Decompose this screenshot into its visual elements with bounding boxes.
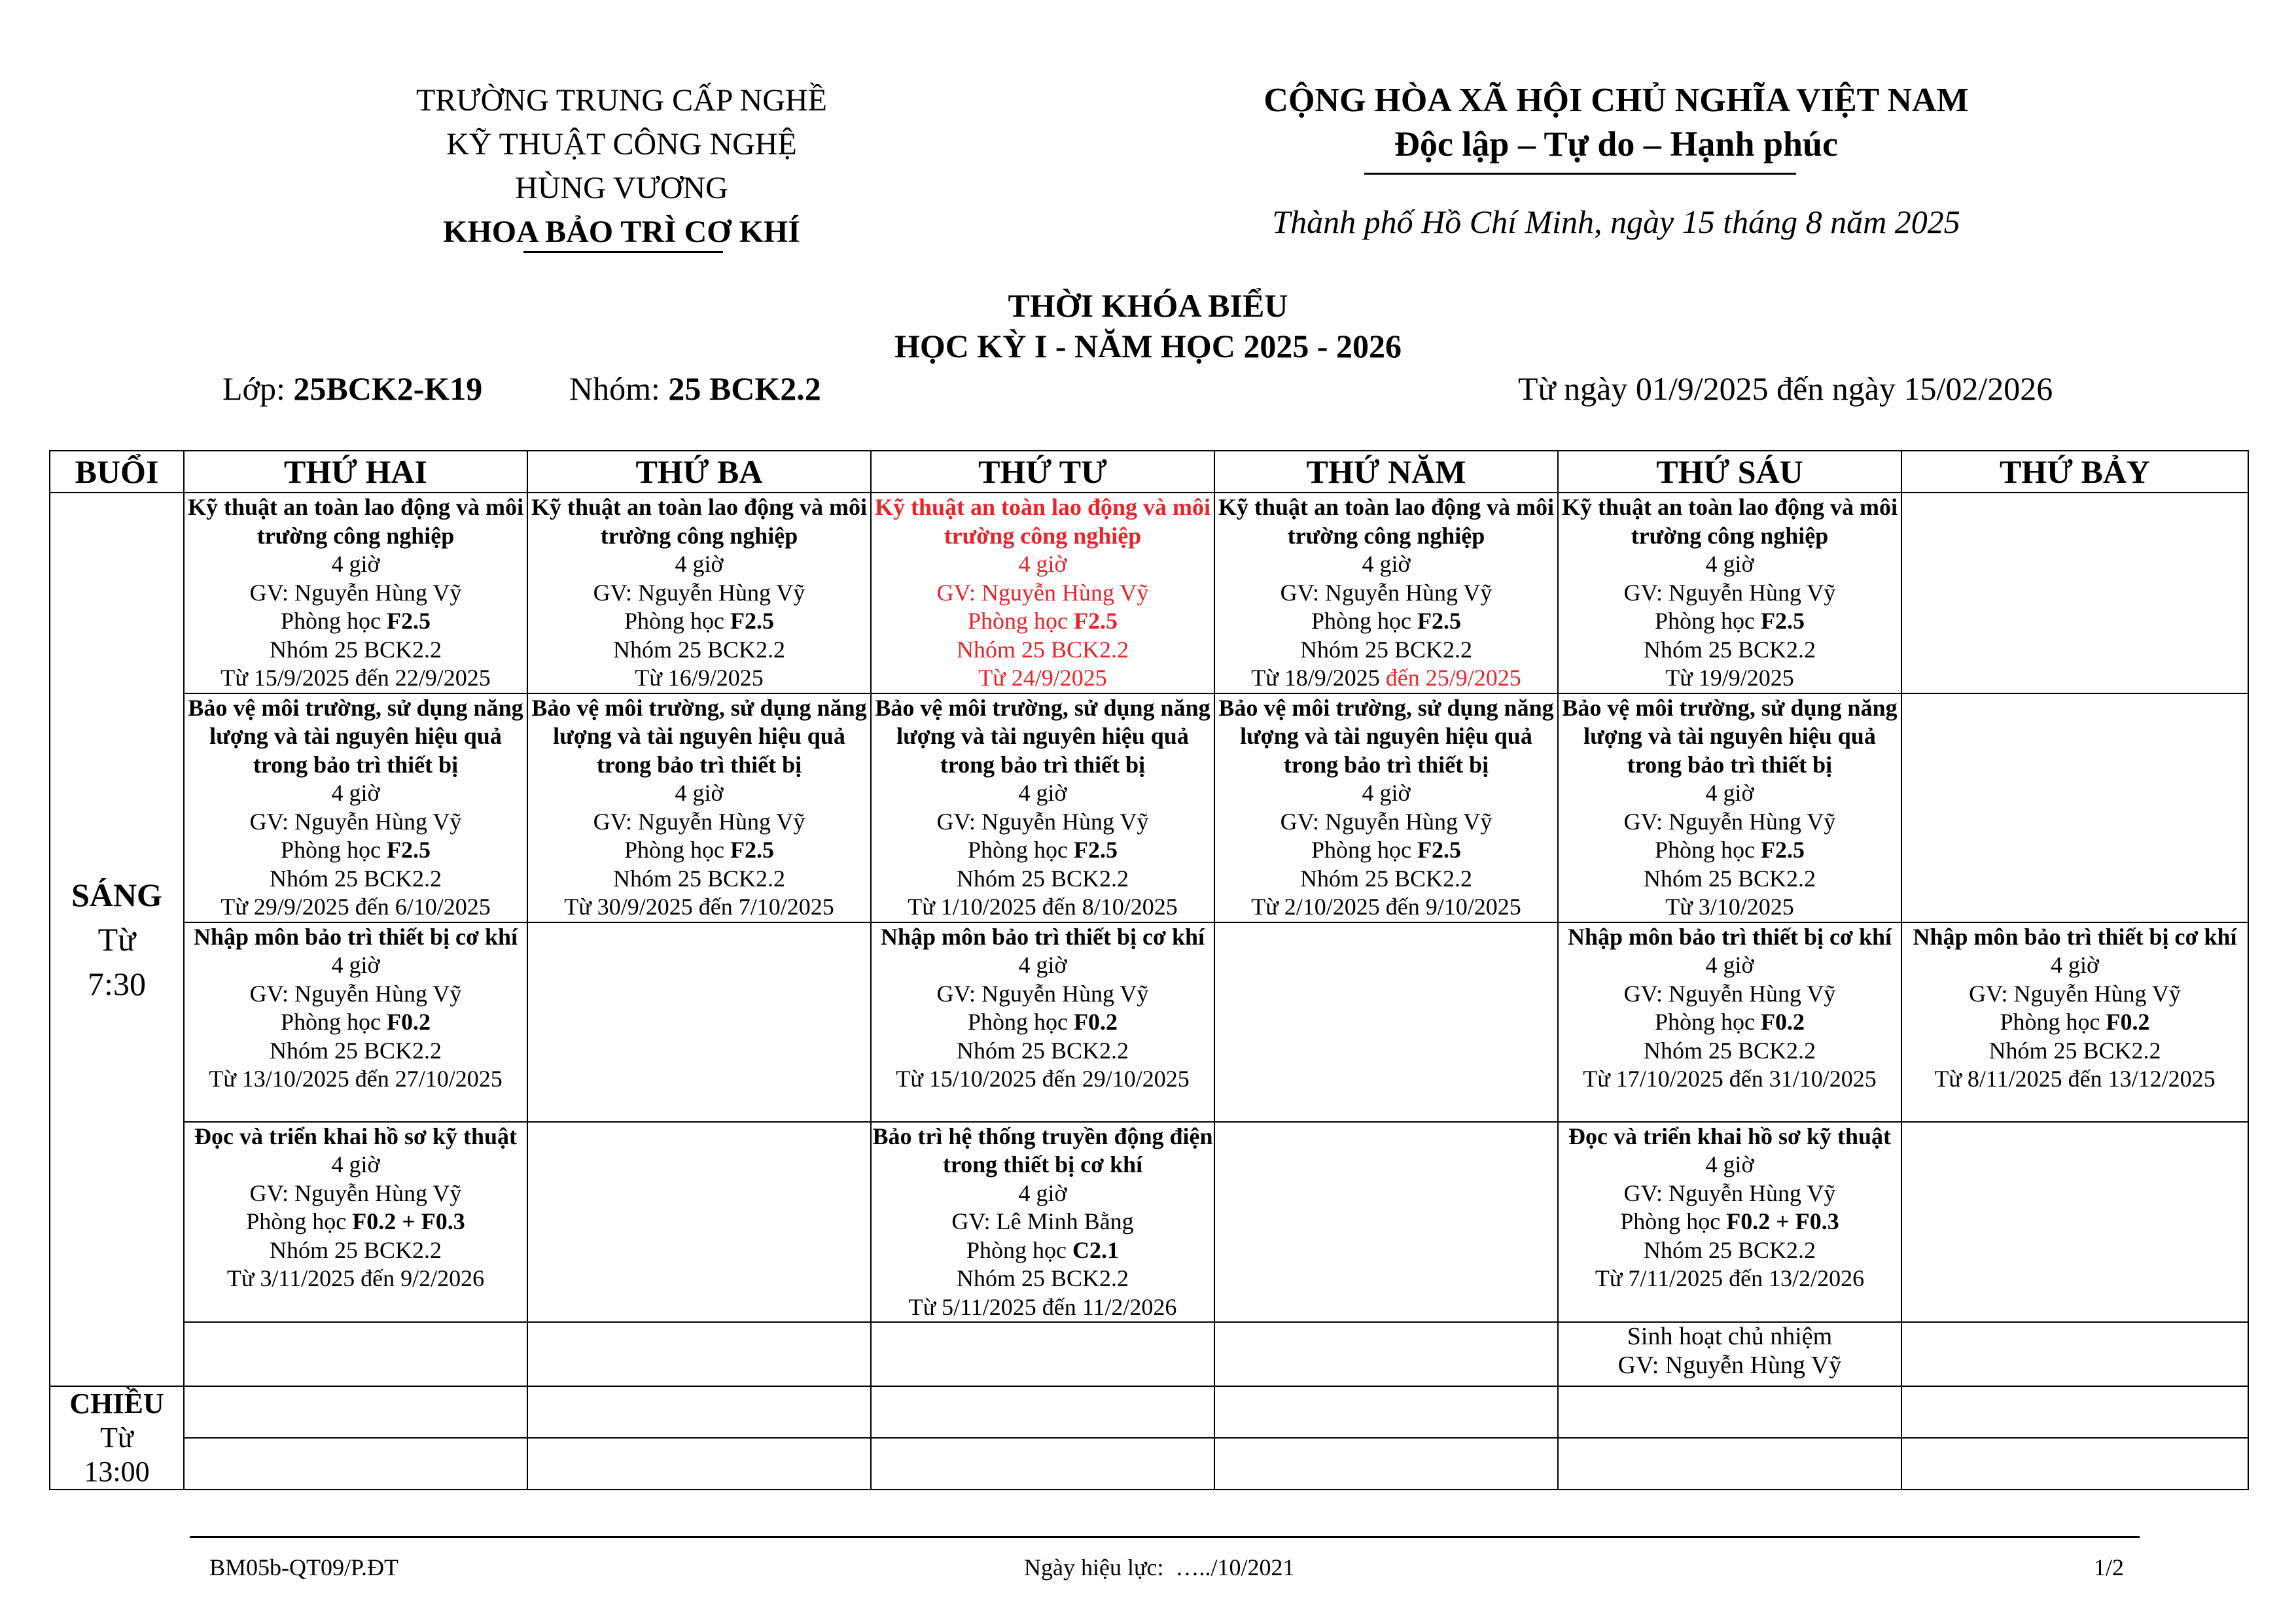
empty-cell-monday	[184, 1386, 527, 1438]
subject-title: Bảo vệ môi trường, sử dụng năng lượng và tài nguyên hiệu quả trong bảo trì thiết bị	[531, 694, 867, 778]
room-code: F0.2 + F0.3	[1726, 1208, 1839, 1234]
teacher: GV: Nguyễn Hùng Vỹ	[249, 1179, 462, 1206]
room	[1559, 1208, 1901, 1236]
homeroom-title: Sinh hoạt chủ nhiệm	[1627, 1323, 1833, 1350]
school-name-line2: KỸ THUẬT CÔNG NGHỆ	[446, 127, 797, 162]
date-range: Từ 8/11/2025 đến 13/12/2025	[1934, 1066, 2216, 1092]
empty-cell-friday	[1558, 1386, 1901, 1438]
hours: 4 giờ	[331, 551, 380, 577]
class-cell-monday	[184, 693, 527, 922]
room	[185, 1208, 527, 1236]
room	[1559, 1008, 1901, 1037]
teacher: GV: Nguyễn Hùng Vỹ	[1623, 579, 1836, 606]
empty-cell-tuesday	[527, 922, 871, 1122]
class-cell-friday	[1558, 922, 1901, 1122]
subject-title: Kỹ thuật an toàn lao động và môi trường công nghiệp	[531, 494, 868, 549]
room	[528, 836, 870, 865]
class-cell-monday	[184, 493, 527, 693]
empty-cell-saturday	[1901, 1122, 2248, 1323]
date-range: Từ 2/10/2025 đến 9/10/2025	[1251, 894, 1521, 920]
hours: 4 giờ	[1018, 780, 1067, 806]
empty-cell-wednesday	[871, 1322, 1214, 1386]
room-label: Phòng học	[624, 608, 724, 634]
hours: 4 giờ	[1018, 1179, 1067, 1206]
subject-title: Bảo vệ môi trường, sử dụng năng lượng và tài nguyên hiệu quả trong bảo trì thiết bị	[1218, 694, 1554, 778]
table-row	[50, 922, 2248, 1122]
national-header	[1191, 79, 2041, 166]
col-header-tuesday: THỨ BA	[527, 451, 871, 493]
morning-label: SÁNG	[71, 877, 162, 913]
teacher: GV: Nguyễn Hùng Vỹ	[936, 808, 1149, 835]
school-name-line3: HÙNG VƯƠNG	[515, 171, 728, 205]
room	[872, 836, 1214, 865]
group: Nhóm 25 BCK2.2	[1299, 636, 1473, 663]
hours: 4 giờ	[675, 780, 724, 806]
motto: Độc lập – Tự do – Hạnh phúc	[1394, 124, 1839, 164]
teacher: GV: Nguyễn Hùng Vỹ	[249, 980, 462, 1007]
teacher: GV: Nguyễn Hùng Vỹ	[249, 579, 462, 606]
group-info	[569, 370, 821, 408]
class-cell-tuesday	[527, 693, 871, 922]
table-row	[50, 1438, 2248, 1490]
empty-cell-thursday	[1214, 1322, 1558, 1386]
date-range: Từ 15/9/2025 đến 22/9/2025	[221, 665, 491, 691]
class-cell-thursday	[1214, 493, 1558, 693]
school-header	[327, 79, 916, 254]
class-value: 25BCK2-K19	[293, 370, 483, 407]
morning-session-cell	[50, 493, 184, 1386]
footer-divider	[190, 1536, 2140, 1538]
date-range: Từ 19/9/2025	[1665, 665, 1794, 691]
teacher: GV: Nguyễn Hùng Vỹ	[1969, 980, 2181, 1007]
date-range: Từ 3/10/2025	[1665, 894, 1794, 920]
room	[1215, 607, 1557, 636]
date-range: Từ 17/10/2025 đến 31/10/2025	[1583, 1066, 1877, 1092]
teacher: GV: Nguyễn Hùng Vỹ	[936, 579, 1149, 606]
col-header-friday: THỨ SÁU	[1558, 451, 1901, 493]
class-cell-saturday	[1901, 922, 2248, 1122]
empty-cell-thursday	[1214, 1386, 1558, 1438]
empty-cell-tuesday	[527, 1122, 871, 1323]
room-code: F2.5	[1417, 837, 1461, 863]
timetable	[49, 450, 2249, 1490]
date-range: Từ 5/11/2025 đến 11/2/2026	[908, 1293, 1177, 1320]
hours: 4 giờ	[1362, 780, 1411, 806]
republic-title: CỘNG HÒA XÃ HỘI CHỦ NGHĨA VIỆT NAM	[1263, 82, 1969, 119]
class-info	[222, 370, 482, 408]
group: Nhóm 25 BCK2.2	[269, 1037, 442, 1064]
empty-cell-wednesday	[871, 1438, 1214, 1490]
date-range: Từ 1/10/2025 đến 8/10/2025	[908, 894, 1178, 920]
room-label: Phòng học	[1620, 1208, 1721, 1234]
hours: 4 giờ	[331, 780, 380, 806]
room-label: Phòng học	[1655, 1009, 1755, 1035]
class-cell-wednesday	[871, 922, 1214, 1122]
group: Nhóm 25 BCK2.2	[956, 1037, 1129, 1064]
date-range: Từ 16/9/2025	[635, 665, 764, 691]
department-underline	[523, 251, 723, 253]
room-code: F2.5	[730, 837, 774, 863]
room-label: Phòng học	[1311, 608, 1411, 634]
subject-title: Kỹ thuật an toàn lao động và môi trường công nghiệp	[1218, 494, 1555, 549]
hours: 4 giờ	[675, 551, 724, 577]
subject-title: Bảo vệ môi trường, sử dụng năng lượng và tài nguyên hiệu quả trong bảo trì thiết bị	[875, 694, 1210, 778]
room-label: Phòng học	[281, 837, 381, 863]
hours: 4 giờ	[1018, 952, 1067, 978]
room	[872, 1008, 1214, 1037]
group: Nhóm 25 BCK2.2	[269, 1236, 442, 1263]
room-label: Phòng học	[2000, 1009, 2100, 1035]
empty-cell-thursday	[1214, 1122, 1558, 1323]
group-value: 25 BCK2.2	[668, 370, 821, 407]
room-label: Phòng học	[968, 1009, 1068, 1035]
teacher: GV: Nguyễn Hùng Vỹ	[936, 980, 1149, 1007]
homeroom-teacher: GV: Nguyễn Hùng Vỹ	[1617, 1351, 1842, 1379]
room-code: F0.2 + F0.3	[352, 1208, 465, 1234]
room	[1215, 836, 1557, 865]
room	[185, 836, 527, 865]
motto-underline	[1364, 173, 1796, 175]
room-code: F0.2	[2106, 1009, 2150, 1035]
date-range: Từ 30/9/2025 đến 7/10/2025	[564, 894, 834, 920]
subject-title: Kỹ thuật an toàn lao động và môi trường công nghiệp	[874, 494, 1211, 549]
page-number: 1/2	[2094, 1554, 2125, 1580]
empty-cell-monday	[184, 1322, 527, 1386]
date-end-highlighted: đến 25/9/2025	[1385, 665, 1521, 691]
teacher: GV: Nguyễn Hùng Vỹ	[1623, 808, 1836, 835]
date-range: Từ 15/10/2025 đến 29/10/2025	[896, 1066, 1190, 1092]
subject-title: Nhập môn bảo trì thiết bị cơ khí	[194, 923, 518, 950]
room	[185, 1008, 527, 1037]
empty-cell-saturday	[1901, 693, 2248, 922]
room	[872, 607, 1214, 636]
teacher: GV: Nguyễn Hùng Vỹ	[1280, 579, 1492, 606]
teacher: GV: Nguyễn Hùng Vỹ	[1623, 1179, 1836, 1206]
empty-cell-thursday	[1214, 1438, 1558, 1490]
header-row	[50, 451, 2248, 493]
group: Nhóm 25 BCK2.2	[269, 865, 442, 892]
room-label: Phòng học	[1311, 837, 1411, 863]
hours: 4 giờ	[331, 952, 380, 978]
group: Nhóm 25 BCK2.2	[956, 636, 1129, 663]
school-name-line1: TRƯỜNG TRUNG CẤP NGHỀ	[416, 83, 827, 118]
subject-title: Nhập môn bảo trì thiết bị cơ khí	[1913, 923, 2237, 950]
room	[185, 607, 527, 636]
hours: 4 giờ	[1018, 551, 1067, 577]
class-cell-friday	[1558, 493, 1901, 693]
date-start: Từ 18/9/2025	[1251, 665, 1380, 691]
room-code: F2.5	[1761, 837, 1805, 863]
homeroom-cell-friday	[1558, 1322, 1901, 1386]
form-code: BM05b-QT09/P.ĐT	[209, 1554, 399, 1580]
room-label: Phòng học	[624, 837, 724, 863]
empty-cell-saturday	[1901, 1438, 2248, 1490]
subject-title: Nhập môn bảo trì thiết bị cơ khí	[881, 923, 1205, 950]
room-label: Phòng học	[246, 1208, 347, 1234]
date-range: Từ 13/10/2025 đến 27/10/2025	[209, 1066, 503, 1092]
room-code: F0.2	[1761, 1009, 1805, 1035]
document-title: THỜI KHÓA BIỂU	[1008, 287, 1288, 324]
empty-cell-friday	[1558, 1438, 1901, 1490]
table-row	[50, 693, 2248, 922]
empty-cell-monday	[184, 1438, 527, 1490]
room-code: C2.1	[1072, 1236, 1119, 1263]
table-row	[50, 1386, 2248, 1438]
room	[1902, 1008, 2248, 1037]
empty-cell-saturday	[1901, 493, 2248, 693]
group: Nhóm 25 BCK2.2	[269, 636, 442, 663]
room-code: F2.5	[1761, 608, 1805, 634]
room-label: Phòng học	[281, 608, 381, 634]
schedule-period: Từ ngày 01/9/2025 đến ngày 15/02/2026	[1518, 370, 2053, 407]
teacher: GV: Nguyễn Hùng Vỹ	[1623, 980, 1836, 1007]
subject-title: Bảo vệ môi trường, sử dụng năng lượng và tài nguyên hiệu quả trong bảo trì thiết bị	[1562, 694, 1898, 778]
room-code: F2.5	[1074, 837, 1118, 863]
subject-title: Đọc và triển khai hồ sơ kỹ thuật	[1568, 1123, 1891, 1149]
hours: 4 giờ	[1705, 780, 1754, 806]
teacher: GV: Nguyễn Hùng Vỹ	[593, 808, 805, 835]
col-header-saturday: THỨ BẢY	[1901, 451, 2248, 493]
class-cell-wednesday	[871, 1122, 1214, 1323]
col-header-thursday: THỨ NĂM	[1214, 451, 1558, 493]
effective-date: Ngày hiệu lực: …../10/2021	[1024, 1554, 1295, 1580]
class-cell-friday	[1558, 693, 1901, 922]
group: Nhóm 25 BCK2.2	[1988, 1037, 2161, 1064]
subject-title: Kỹ thuật an toàn lao động và môi trường công nghiệp	[187, 494, 524, 549]
subject-title: Bảo trì hệ thống truyền động điện trong thiết bị cơ khí	[872, 1123, 1213, 1178]
room-label: Phòng học	[1655, 608, 1755, 634]
teacher: GV: Nguyễn Hùng Vỹ	[593, 579, 805, 606]
room-code: F2.5	[1074, 608, 1118, 634]
room-label: Phòng học	[281, 1009, 381, 1035]
room	[528, 607, 870, 636]
table-row	[50, 1322, 2248, 1386]
morning-time: 7:30	[88, 966, 146, 1002]
table-row	[50, 493, 2248, 693]
afternoon-time: 13:00	[84, 1456, 150, 1488]
class-cell-tuesday	[527, 493, 871, 693]
department-name: KHOA BẢO TRÌ CƠ KHÍ	[443, 215, 800, 249]
room-label: Phòng học	[966, 1236, 1067, 1263]
date-range	[1215, 664, 1557, 693]
group: Nhóm 25 BCK2.2	[1643, 1236, 1816, 1263]
group: Nhóm 25 BCK2.2	[612, 865, 786, 892]
class-cell-monday	[184, 922, 527, 1122]
group: Nhóm 25 BCK2.2	[956, 1265, 1129, 1291]
class-cell-wednesday	[871, 693, 1214, 922]
teacher: GV: Lê Minh Bằng	[951, 1208, 1134, 1234]
subject-title: Kỹ thuật an toàn lao động và môi trường công nghiệp	[1561, 494, 1898, 549]
empty-cell-tuesday	[527, 1438, 871, 1490]
document-date: Thành phố Hồ Chí Minh, ngày 15 tháng 8 năm 2025	[1272, 203, 1960, 240]
morning-from: Từ	[97, 921, 136, 958]
room-code: F0.2	[1074, 1009, 1118, 1035]
hours: 4 giờ	[2050, 952, 2100, 978]
col-header-monday: THỨ HAI	[184, 451, 527, 493]
group: Nhóm 25 BCK2.2	[956, 865, 1129, 892]
room	[872, 1236, 1214, 1265]
class-label: Lớp:	[222, 370, 285, 407]
room-code: F2.5	[730, 608, 774, 634]
group-label: Nhóm:	[569, 370, 660, 407]
afternoon-session-cell	[50, 1386, 184, 1490]
hours: 4 giờ	[1705, 1151, 1754, 1178]
afternoon-label: CHIỀU	[69, 1387, 164, 1420]
date-range: Từ 3/11/2025 đến 9/2/2026	[226, 1265, 485, 1291]
group: Nhóm 25 BCK2.2	[1299, 865, 1473, 892]
room	[1559, 607, 1901, 636]
room-code: F2.5	[1417, 608, 1461, 634]
group: Nhóm 25 BCK2.2	[612, 636, 786, 663]
col-header-wednesday: THỨ TƯ	[871, 451, 1214, 493]
afternoon-from: Từ	[100, 1422, 133, 1454]
date-range: Từ 24/9/2025	[978, 665, 1107, 691]
room-label: Phòng học	[968, 837, 1068, 863]
room-label: Phòng học	[1655, 837, 1755, 863]
room	[1559, 836, 1901, 865]
group: Nhóm 25 BCK2.2	[1643, 636, 1816, 663]
col-header-session: BUỔI	[50, 451, 184, 493]
room-label: Phòng học	[968, 608, 1068, 634]
room-code: F2.5	[387, 608, 431, 634]
teacher: GV: Nguyễn Hùng Vỹ	[249, 808, 462, 835]
hours: 4 giờ	[1705, 551, 1754, 577]
empty-cell-tuesday	[527, 1386, 871, 1438]
subject-title: Nhập môn bảo trì thiết bị cơ khí	[1568, 923, 1892, 950]
teacher: GV: Nguyễn Hùng Vỹ	[1280, 808, 1492, 835]
empty-cell-saturday	[1901, 1386, 2248, 1438]
date-range: Từ 7/11/2025 đến 13/2/2026	[1595, 1265, 1865, 1291]
group: Nhóm 25 BCK2.2	[1643, 1037, 1816, 1064]
hours: 4 giờ	[1705, 952, 1754, 978]
empty-cell-wednesday	[871, 1386, 1214, 1438]
subject-title: Bảo vệ môi trường, sử dụng năng lượng và tài nguyên hiệu quả trong bảo trì thiết bị	[188, 694, 523, 778]
class-cell-wednesday-highlighted	[871, 493, 1214, 693]
empty-cell-saturday	[1901, 1322, 2248, 1386]
table-row	[50, 1122, 2248, 1323]
hours: 4 giờ	[331, 1151, 380, 1178]
empty-cell-thursday	[1214, 922, 1558, 1122]
empty-cell-tuesday	[527, 1322, 871, 1386]
class-cell-friday	[1558, 1122, 1901, 1323]
class-cell-monday	[184, 1122, 527, 1323]
document-subtitle: HỌC KỲ I - NĂM HỌC 2025 - 2026	[894, 328, 1402, 364]
room-code: F2.5	[387, 837, 431, 863]
hours: 4 giờ	[1362, 551, 1411, 577]
date-range: Từ 29/9/2025 đến 6/10/2025	[221, 894, 491, 920]
class-cell-thursday	[1214, 693, 1558, 922]
subject-title: Đọc và triển khai hồ sơ kỹ thuật	[194, 1123, 517, 1149]
room-code: F0.2	[387, 1009, 431, 1035]
group: Nhóm 25 BCK2.2	[1643, 865, 1816, 892]
